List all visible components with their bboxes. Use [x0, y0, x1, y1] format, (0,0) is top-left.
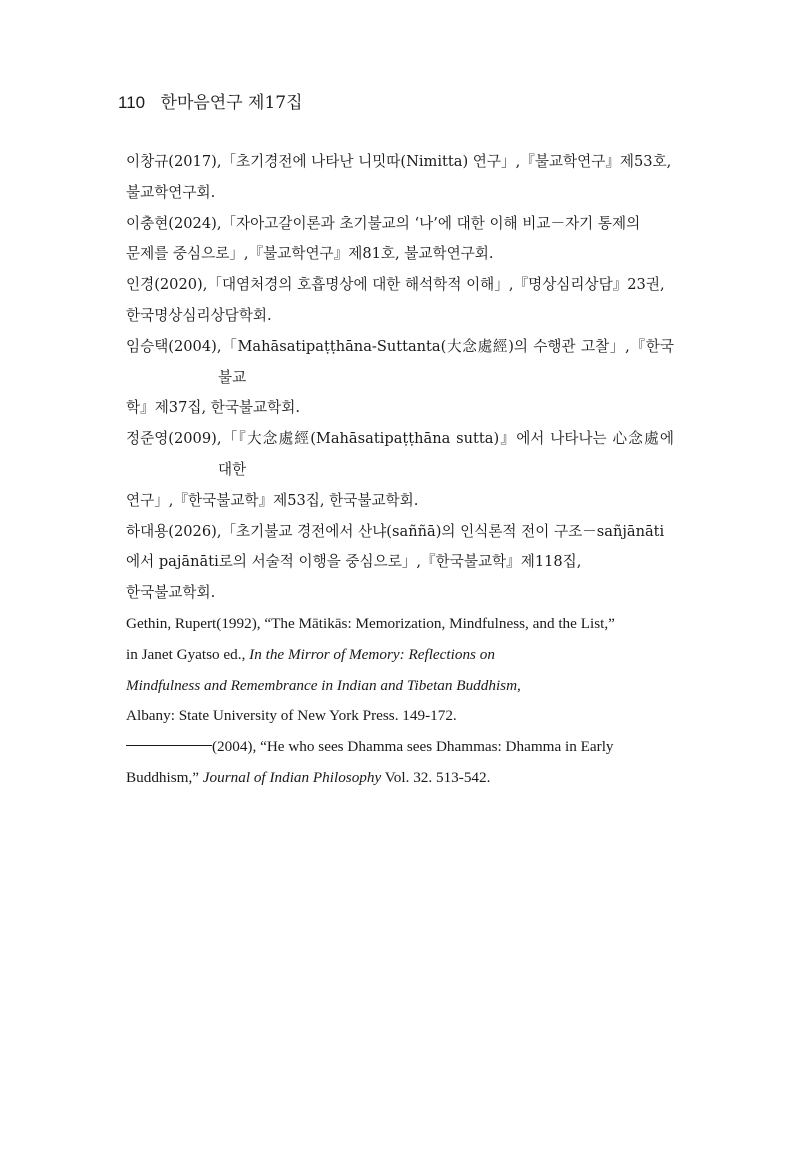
reference-line: [126, 640, 674, 671]
editor-note: in Janet Gyatso ed.,: [126, 645, 246, 663]
reference-entry-gethin-1992: [126, 609, 674, 732]
reference-line: 임승택(2004),「Mahāsatipaṭṭhāna-Suttanta(大念處經)의 수행관 고찰」,『한국불교: [126, 337, 674, 386]
reference-line: 하대용(2026),「초기불교 경전에서 산냐(saññā)의 인식론적 전이 구조－sañjānāti: [126, 522, 665, 540]
reference-entry: [126, 517, 674, 609]
reference-line: 불교학연구회.: [126, 183, 216, 201]
article-title: “He who sees Dhamma sees Dhammas: Dhamma in Early: [260, 738, 614, 756]
article-title-continued: Buddhism,”: [126, 768, 199, 786]
reference-list: [126, 147, 674, 794]
reference-line: [126, 763, 674, 794]
reference-line: 인경(2020),「대염처경의 호흡명상에 대한 해석학적 이해」,『명상심리상담』23권,: [126, 276, 665, 294]
reference-line: 한국명상심리상담학회.: [126, 306, 272, 324]
reference-line: 이충현(2024),「자아고갈이론과 초기불교의 ‘나’에 대한 이해 비교－자기 통제의: [126, 214, 641, 232]
reference-entry: [126, 147, 674, 209]
book-title: In the Mirror of Memory: Reflections on: [249, 645, 495, 663]
reference-line: 문제를 중심으로」,『불교학연구』제81호, 불교학연구회.: [126, 245, 494, 263]
running-header: [118, 88, 303, 113]
reference-entry: [126, 424, 674, 516]
reference-line: 정준영(2009),「『大念處經(Mahāsatipaṭṭhāna sutta)』에서 나타나는 心念處에 대한: [126, 430, 674, 478]
journal-name: Journal of Indian Philosophy: [202, 768, 382, 786]
reference-line: [212, 732, 674, 763]
reference-line: 이창규(2017),「초기경전에 나타난 니밋따(Nimitta) 연구」,『불교학연구』제53호,: [126, 153, 672, 170]
reference-entry: [126, 270, 674, 332]
reference-entry-gethin-2004: [126, 732, 674, 794]
journal-title: 한마음연구 제17집: [160, 93, 303, 113]
volume-pages: Vol. 32. 513-542.: [384, 768, 491, 786]
reference-line: 에서 pajānāti로의 서술적 이행을 중심으로」,『한국불교학』제118집,: [126, 553, 582, 571]
reference-entry: [126, 209, 674, 271]
reference-line: [126, 609, 674, 640]
ditto-rule: [126, 745, 212, 746]
page-number: 110: [118, 93, 146, 112]
reference-line: 연구」,『한국불교학』제53집, 한국불교학회.: [126, 491, 419, 509]
author-year: Gethin, Rupert(1992),: [126, 614, 261, 632]
article-title: “The Mātikās: Memorization, Mindfulness, and the List,”: [264, 614, 615, 632]
reference-line: 학』제37집, 한국불교학회.: [126, 399, 300, 417]
reference-entry: [126, 332, 674, 424]
book-title-continued: Mindfulness and Remembrance in Indian and Tibetan Buddhism,: [126, 676, 521, 694]
year: (2004),: [212, 738, 257, 756]
reference-line: 한국불교학회.: [126, 584, 216, 602]
publisher: Albany: State University of New York Press. 149-172.: [126, 707, 457, 725]
